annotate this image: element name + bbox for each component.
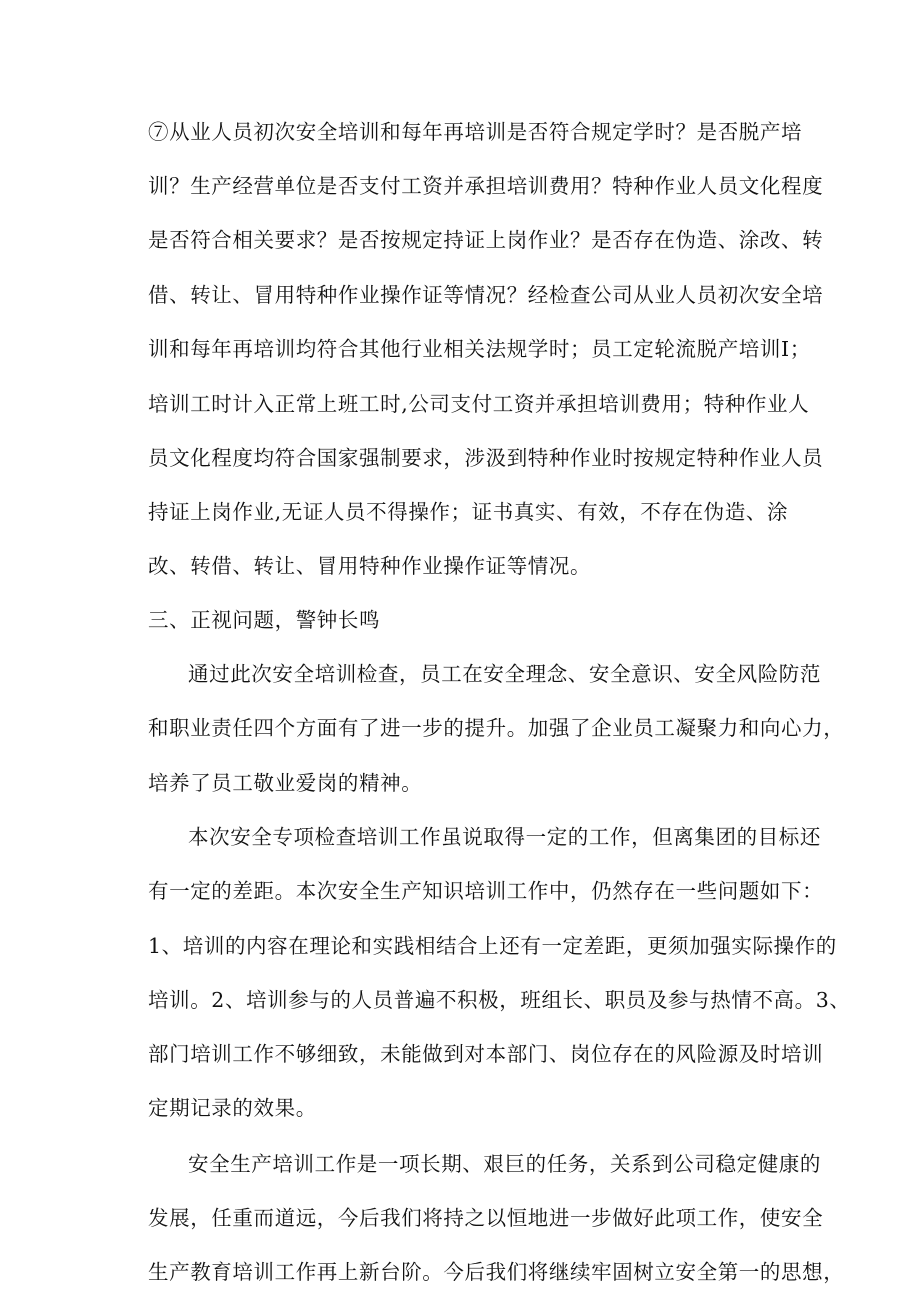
section-heading: 三、正视问题，警钟长鸣 (148, 608, 381, 632)
text-line: 改、转借、转让、冒用特种作业操作证等情况。 (148, 554, 592, 578)
text-line: 1、培训的内容在理论和实践相结合上还有一定差距，更须加强实际操作的 (148, 934, 837, 958)
text-line: 定期记录的效果。 (148, 1096, 317, 1120)
text-line: 训和每年再培训均符合其他行业相关法规学时；员工定轮流脱产培训Ⅰ； (148, 337, 811, 361)
text-line: 是否符合相关要求？是否按规定持证上岗作业？是否存在伪造、涂改、转 (148, 228, 824, 252)
text-line: 和职业责任四个方面有了进一步的提升。加强了企业员工凝聚力和向心力， (148, 716, 845, 740)
text-line: ⑦从业人员初次安全培训和每年再培训是否符合规定学时？是否脱产培 (148, 120, 803, 144)
paragraph-first-line: 通过此次安全培训检查，员工在安全理念、安全意识、安全风险防范 (188, 662, 821, 686)
text-line: 生产教育培训工作再上新台阶。今后我们将继续牢固树立安全第一的思想， (148, 1260, 845, 1284)
text-line: 有一定的差距。本次安全生产知识培训工作中，仍然存在一些问题如下： (148, 879, 824, 903)
text-line: 发展，任重而道远，今后我们将持之以恒地进一步做好此项工作，使安全 (148, 1206, 824, 1230)
text-line: 培训工时计入正常上班工时,公司支付工资并承担培训费用；特种作业人 (148, 392, 810, 416)
text-line: 训？生产经营单位是否支付工资并承担培训费用？特种作业人员文化程度 (148, 174, 824, 198)
text-line: 员文化程度均符合国家强制要求，涉汲到特种作业时按规定特种作业人员 (148, 446, 824, 470)
text-line: 部门培训工作不够细致，未能做到对本部门、岗位存在的风险源及时培训 (148, 1042, 824, 1066)
paragraph-first-line: 安全生产培训工作是一项长期、艰巨的任务，关系到公司稳定健康的 (188, 1152, 821, 1176)
text-line: 持证上岗作业,无证人员不得操作；证书真实、有效，不存在伪造、涂 (148, 500, 789, 524)
text-line: 借、转让、冒用特种作业操作证等情况？经检查公司从业人员初次安全培 (148, 283, 824, 307)
text-line: 培训。2、培训参与的人员普遍不积极，班组长、职员及参与热情不高。3、 (148, 988, 851, 1012)
paragraph-first-line: 本次安全专项检查培训工作虽说取得一定的工作，但离集团的目标还 (188, 825, 821, 849)
text-line: 培养了员工敬业爱岗的精神。 (148, 771, 423, 795)
